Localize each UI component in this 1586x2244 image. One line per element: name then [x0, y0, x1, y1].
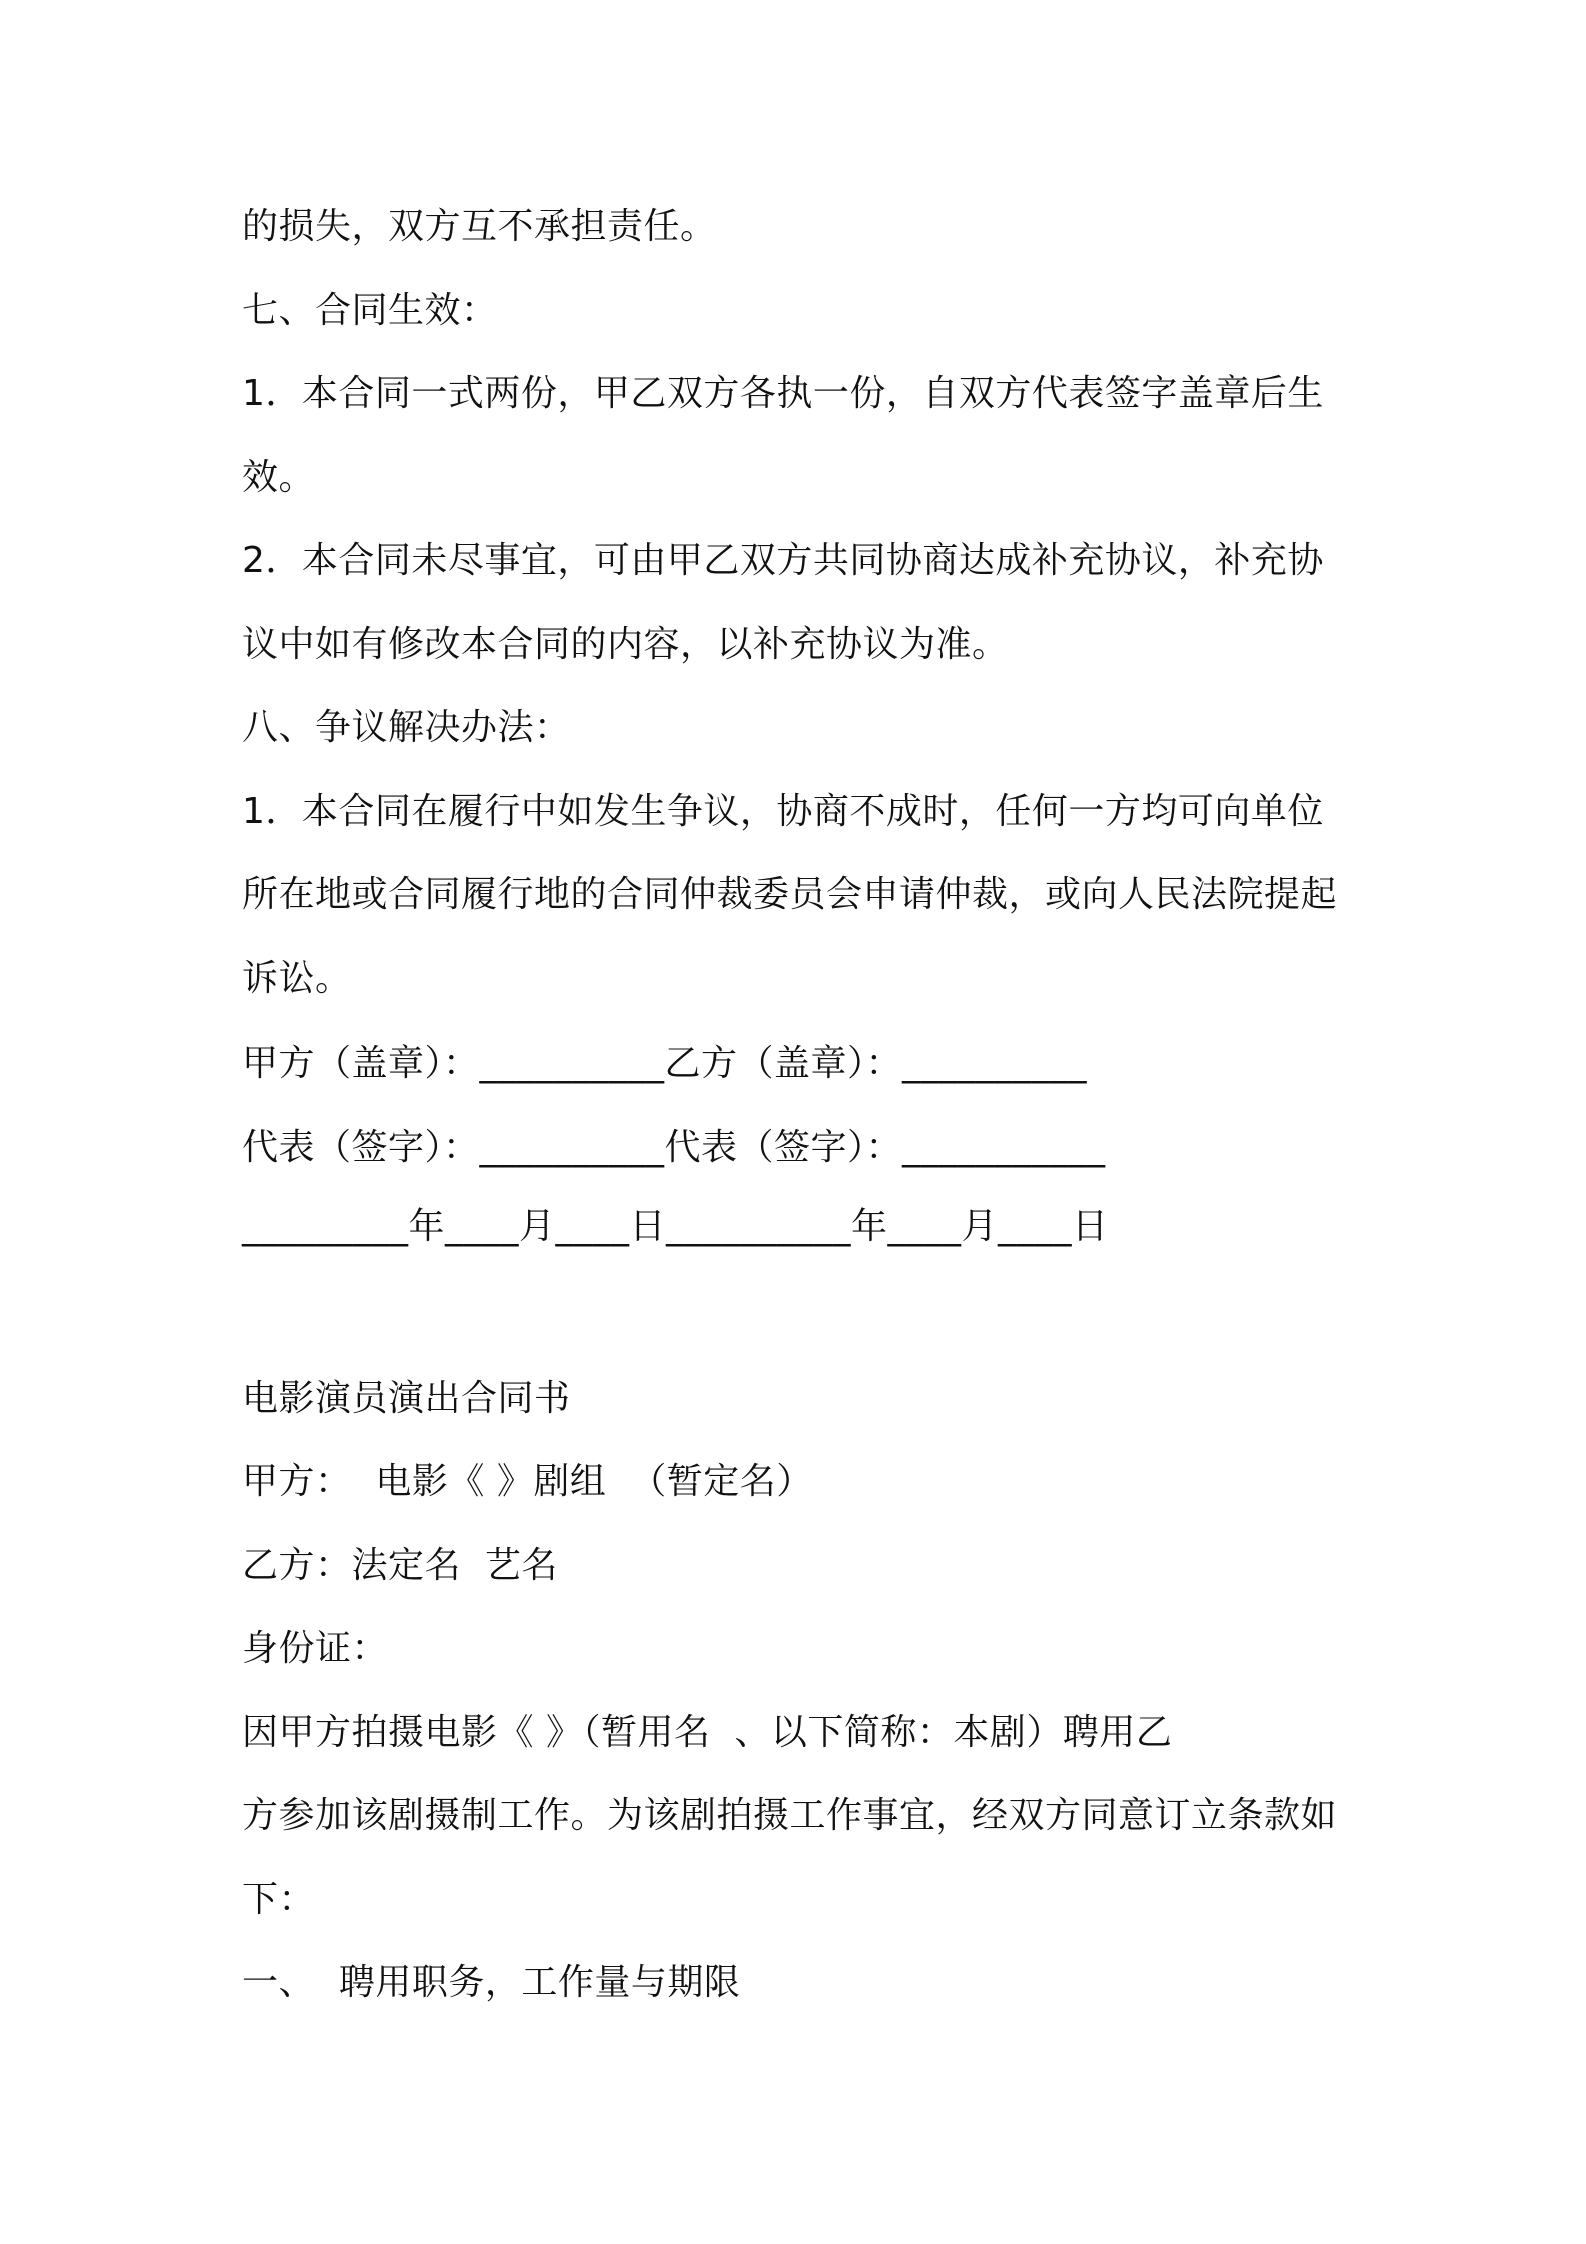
- preamble-line-2: 方参加该剧摄制工作。为该剧拍摄工作事宜，经双方同意订立条款如: [242, 1795, 1338, 1836]
- section-heading-employment: 一、 聘用职务，工作量与期限: [242, 1962, 741, 2003]
- preamble-line-3: 下：: [242, 1879, 316, 1920]
- section-heading-dispute-resolution: 八、争议解决办法：: [242, 707, 571, 748]
- signature-line-seal: 甲方（盖章）：__________乙方（盖章）：__________: [242, 1043, 1088, 1084]
- clause-7-2-line-2: 议中如有修改本合同的内容，以补充协议为准。: [242, 624, 1009, 665]
- section-heading-contract-effect: 七、合同生效：: [242, 290, 498, 331]
- clause-7-1-line-2: 效。: [242, 457, 316, 498]
- contract-title: 电影演员演出合同书: [242, 1378, 571, 1419]
- signature-line-representative: 代表（签字）：__________代表（签字）：___________: [242, 1127, 1106, 1168]
- id-card-line: 身份证：: [242, 1628, 389, 1669]
- signature-line-date: _________年____月____日__________年____月____日: [242, 1206, 1109, 1247]
- party-b-line: 乙方：法定名 艺名: [242, 1545, 558, 1586]
- text-line-liability: 的损失，双方互不承担责任。: [242, 206, 717, 247]
- clause-8-1-line-3: 诉讼。: [242, 958, 352, 999]
- clause-8-1-line-1: 1．本合同在履行中如发生争议，协商不成时，任何一方均可向单位: [242, 791, 1324, 832]
- clause-7-2-line-1: 2．本合同未尽事宜，可由甲乙双方共同协商达成补充协议，补充协: [242, 540, 1324, 581]
- party-a-line: 甲方： 电影《 》剧组 （暂定名）: [242, 1461, 813, 1502]
- clause-7-1-line-1: 1．本合同一式两份，甲乙双方各执一份，自双方代表签字盖章后生: [242, 373, 1324, 414]
- preamble-line-1: 因甲方拍摄电影《 》（暂用名 、以下简称：本剧）聘用乙: [242, 1712, 1173, 1753]
- clause-8-1-line-2: 所在地或合同履行地的合同仲裁委员会申请仲裁，或向人民法院提起: [242, 874, 1338, 915]
